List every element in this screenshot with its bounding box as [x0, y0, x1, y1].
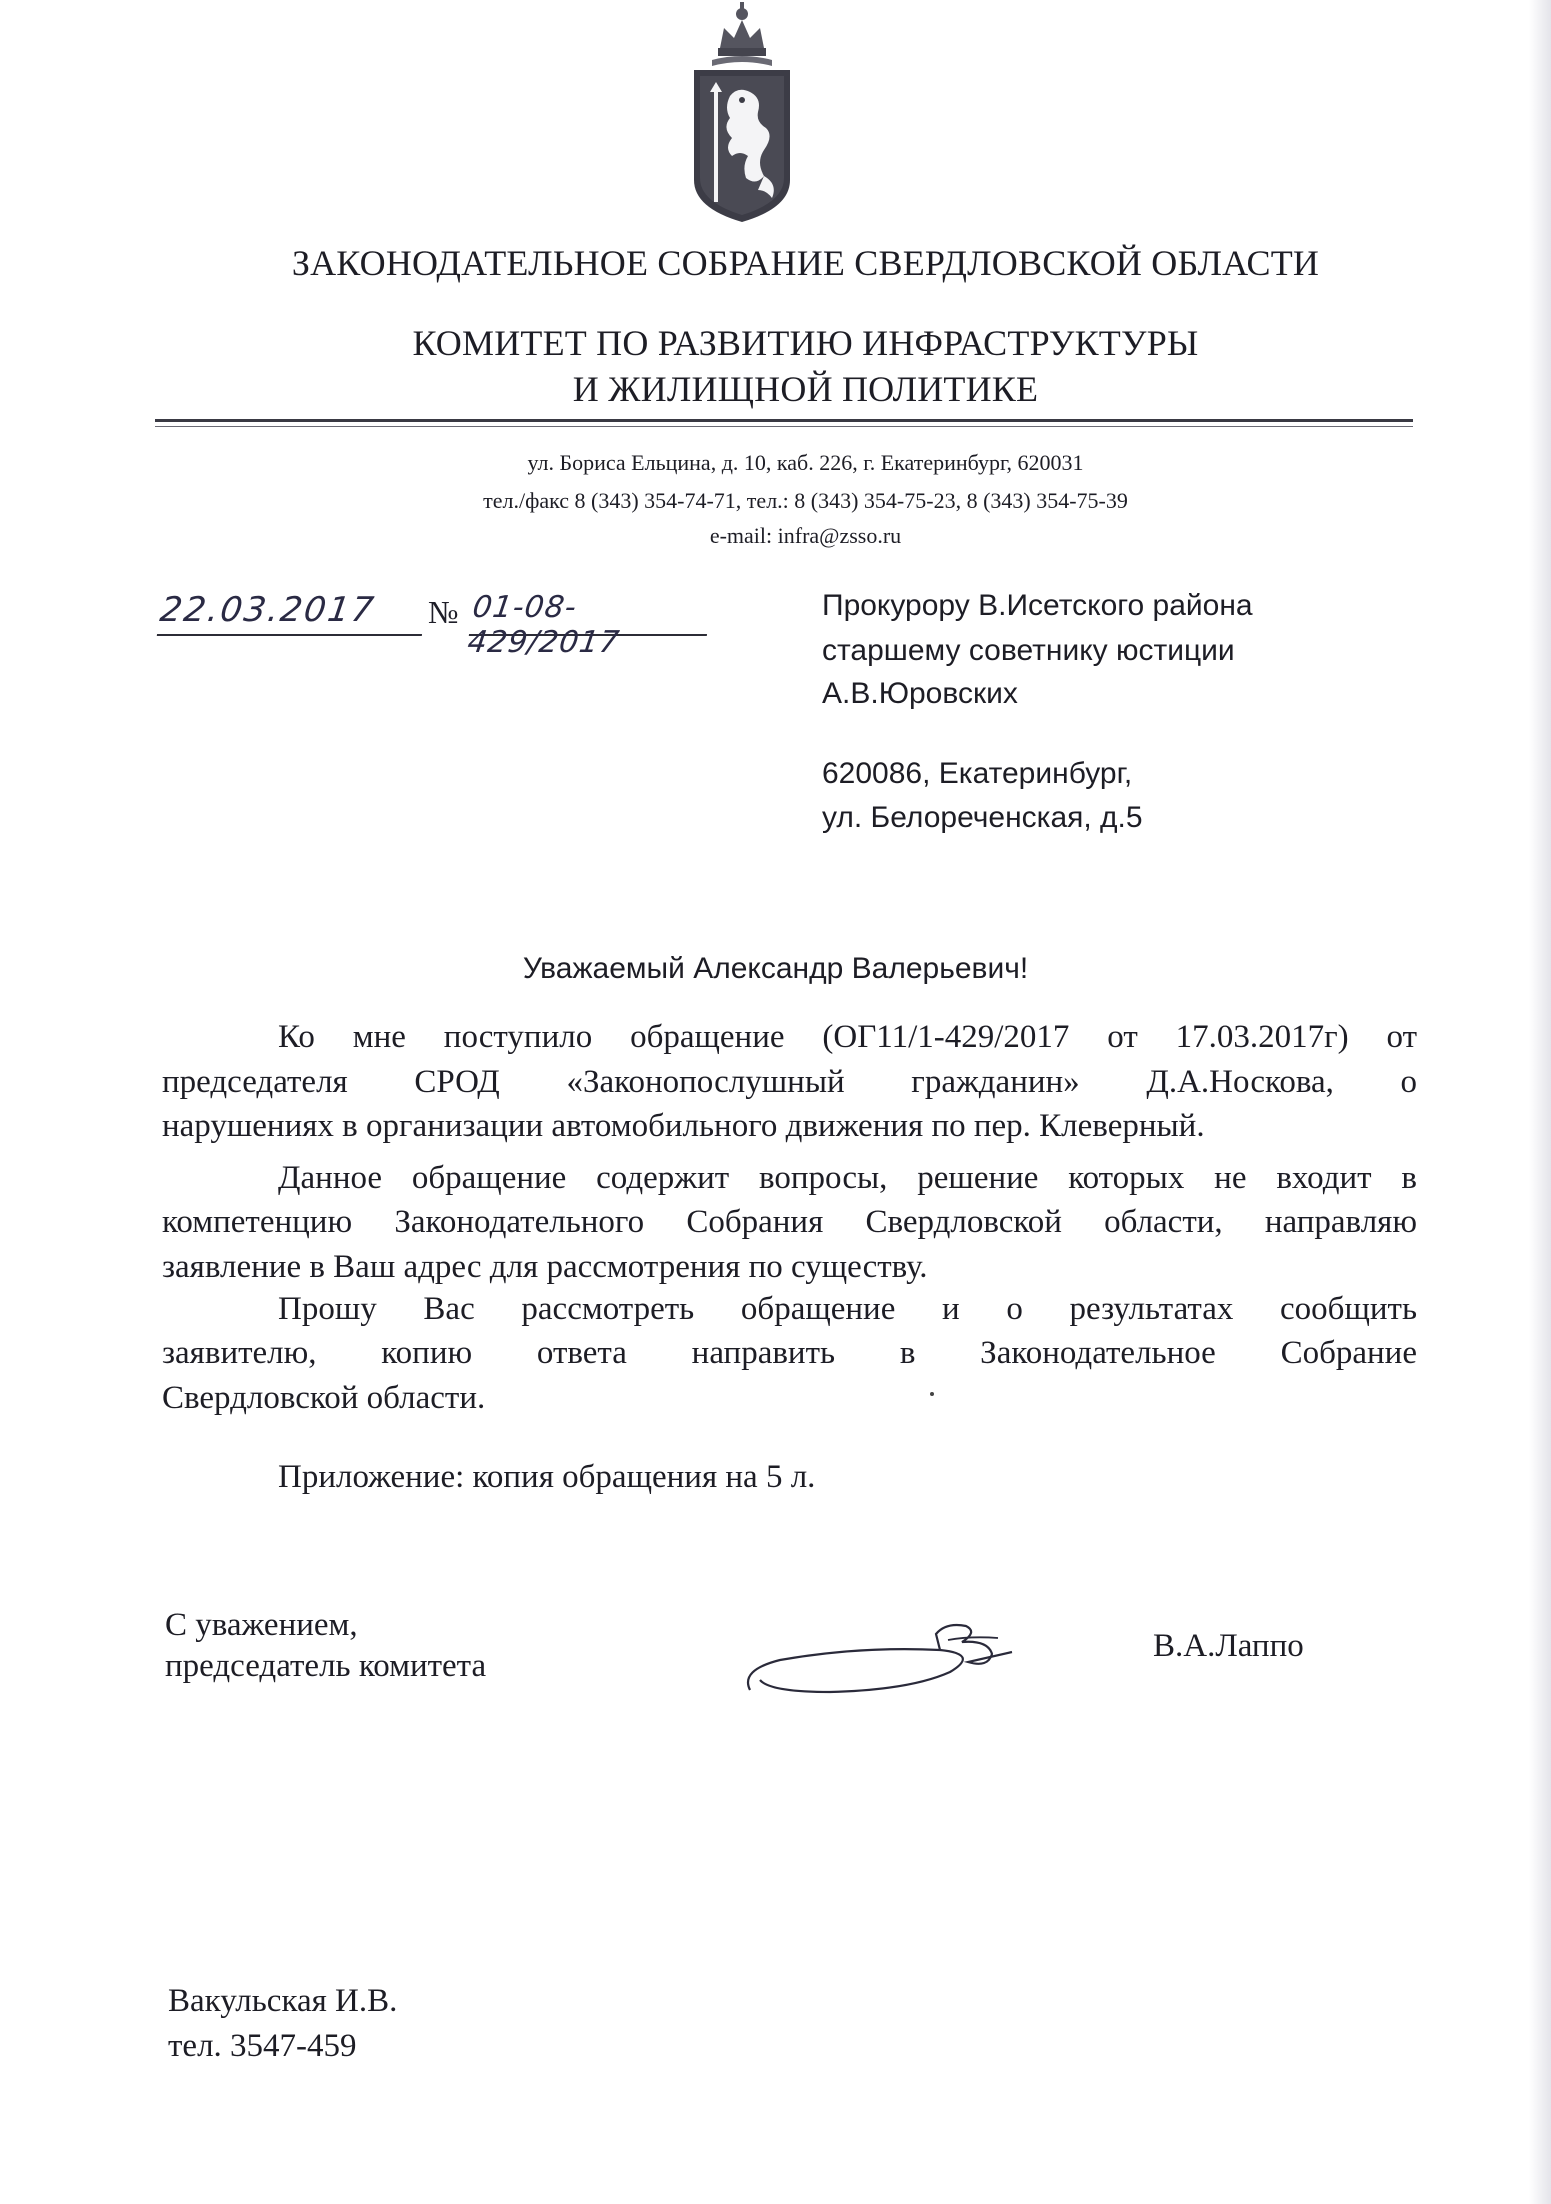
body-paragraph-2-line-2: компетенцию Законодательного Собрания Свердловской области, направляю: [162, 1204, 1417, 1240]
executor-phone: тел. 3547-459: [168, 2028, 357, 2064]
body-paragraph-1-line-1: Ко мне поступило обращение (ОГ11/1-429/2017 от 17.03.2017г) от: [278, 1019, 1417, 1055]
coat-of-arms-emblem: [672, 0, 812, 232]
scan-edge-shadow: [1529, 0, 1551, 2204]
body-paragraph-2-line-3: заявление в Ваш адрес для рассмотрения по существу.: [162, 1249, 928, 1285]
annex-note: Приложение: копия обращения на 5 л.: [278, 1459, 816, 1495]
header-divider-thick: [155, 419, 1413, 422]
recipient-name: А.В.Юровских: [822, 677, 1018, 710]
body-paragraph-3-line-1: Прошу Вас рассмотреть обращение и о результатах сообщить: [278, 1291, 1417, 1327]
registration-number: 01-08-429/2017: [469, 590, 713, 636]
executor-name: Вакульская И.В.: [168, 1983, 398, 2019]
committee-phones: тел./факс 8 (343) 354-74-71, тел.: 8 (343) 354-75-23, 8 (343) 354-75-39: [483, 488, 1128, 513]
body-paragraph-3-line-2: заявителю, копию ответа направить в Законодательное Собрание: [162, 1335, 1417, 1371]
committee-name-line2: И ЖИЛИЩНОЙ ПОЛИТИКЕ: [572, 369, 1039, 409]
scan-speck: [930, 1392, 934, 1396]
committee-address: ул. Бориса Ельцина, д. 10, каб. 226, г. Екатеринбург, 620031: [527, 450, 1084, 475]
salutation: Уважаемый Александр Валерьевич!: [522, 952, 1029, 985]
recipient-rank: старшему советнику юстиции: [822, 634, 1235, 667]
recipient-street: ул. Белореченская, д.5: [822, 801, 1143, 834]
body-paragraph-1-line-3: нарушениях в организации автомобильного движения по пер. Клеверный.: [162, 1108, 1205, 1144]
signer-name: В.А.Лаппо: [1153, 1628, 1304, 1664]
handwritten-signature: [740, 1610, 1040, 1710]
registration-number-label: №: [428, 594, 459, 630]
body-paragraph-1-line-2: председателя СРОД «Законопослушный гражданин» Д.А.Носкова, о: [162, 1064, 1417, 1100]
closing-position: председатель комитета: [165, 1648, 487, 1684]
assembly-name-heading: ЗАКОНОДАТЕЛЬНОЕ СОБРАНИЕ СВЕРДЛОВСКОЙ ОБЛАСТИ: [291, 243, 1320, 283]
recipient-city: 620086, Екатеринбург,: [822, 757, 1133, 790]
closing-regards: С уважением,: [165, 1607, 358, 1643]
committee-name-line1: КОМИТЕТ ПО РАЗВИТИЮ ИНФРАСТРУКТУРЫ: [412, 323, 1199, 363]
header-divider-thin: [155, 426, 1413, 427]
body-paragraph-3-line-3: Свердловской области.: [162, 1380, 486, 1416]
committee-email: e-mail: infra@zsso.ru: [709, 523, 902, 548]
registration-date: 22.03.2017: [157, 590, 428, 636]
body-paragraph-2-line-1: Данное обращение содержит вопросы, решение которых не входит в: [278, 1160, 1417, 1196]
recipient-title: Прокурору В.Исетского района: [822, 589, 1253, 622]
